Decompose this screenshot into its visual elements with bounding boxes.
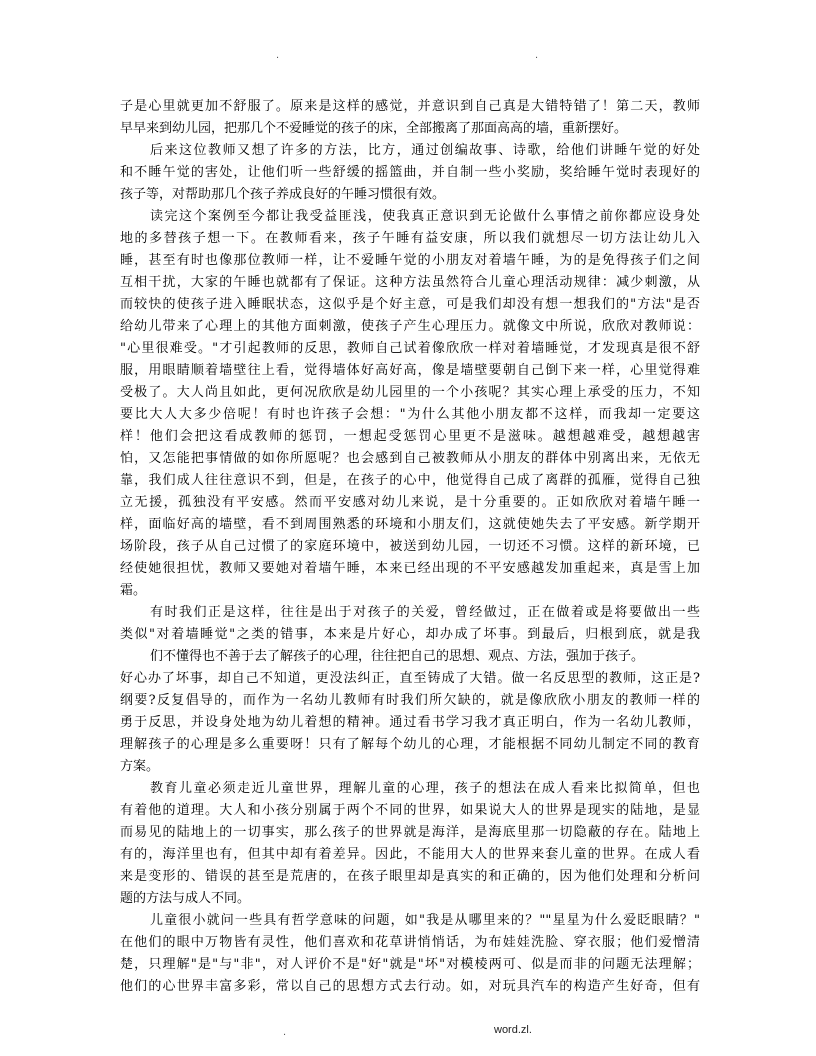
text-line: 样！他们会把这看成教师的惩罚，一想起受惩罚心里更不是滋味。越想越难受，越想越害 <box>120 429 700 444</box>
text-line: 纲要?反复倡导的，而作为一名幼儿教师有时我们所欠缺的，就是像欣欣小朋友的教师一样的 <box>120 693 700 708</box>
text-line: 互相干扰，大家的午睡也就都有了保证。这种方法虽然符合儿童心理活动规律：减少刺激，从 <box>120 275 700 290</box>
text-line: 类似"对着墙睡觉"之类的错事，本来是片好心，却办成了坏事。到最后，归根到底，就是我 <box>120 627 700 642</box>
text-line: 地的多替孩子想一下。在教师看来，孩子午睡有益安康，所以我们就想尽一切方法让幼儿入 <box>120 231 700 246</box>
text-line: 受极了。大人尚且如此，更何况欣欣是幼儿园里的一个小孩呢？其实心理上承受的压力，不知 <box>120 385 700 400</box>
text-line: 而易见的陆地上的一切事实，那么孩子的世界就是海洋，是海底里那一切隐蔽的存在。陆地上 <box>120 825 700 840</box>
text-line: 给幼儿带来了心理上的其他方面刺激，使孩子产生心理压力。就像文中所说，欣欣对教师说： <box>120 319 700 334</box>
text-line: 立无援，孤独没有平安感。然而平安感对幼儿来说，是十分重要的。正如欣欣对着墙午睡一 <box>120 495 700 510</box>
text-line: 儿童很小就问一些具有哲学意味的问题，如"我是从哪里来的？""星星为什么爱眨眼睛？" <box>150 913 700 928</box>
text-line: 们不懂得也不善于去了解孩子的心理，往往把自己的思想、观点、方法，强加于孩子。 <box>150 649 645 664</box>
text-line: 和不睡午觉的害处，让他们听一些舒缓的摇篮曲，并自制一些小奖励，奖给睡午觉时表现好的 <box>120 165 700 180</box>
text-line: 有着他的道理。大人和小孩分别属于两个不同的世界，如果说大人的世界是现实的陆地，是显 <box>120 803 700 818</box>
document-body <box>120 96 700 998</box>
text-line: 早早来到幼儿园，把那几个不爱睡觉的孩子的床，全部搬离了那面高高的墙，重新摆好。 <box>120 121 628 136</box>
text-line: 有的，海洋里也有，但其中却有着差异。因此，不能用大人的世界来套儿童的世界。在成人看 <box>120 847 700 862</box>
text-line: 怕，又怎能把事情做的如你所愿呢？也会感到自己被教师从小朋友的群体中别离出来，无依无 <box>120 451 700 466</box>
text-line: 经使她很担忧，教师又要她对着墙午睡，本来已经出现的不平安感越发加重起来，真是雪上加 <box>120 561 700 576</box>
text-line: 方案。 <box>120 759 160 774</box>
text-line: 理解孩子的心理是多么重要呀！只有了解每个幼儿的心理，才能根据不同幼儿制定不同的教育 <box>120 737 700 752</box>
text-line: 读完这个案例至今都让我受益匪浅，使我真正意识到无论做什么事情之前你都应设身处 <box>150 209 700 224</box>
text-line: 有时我们正是这样，往往是出于对孩子的关爱，曾经做过，正在做着或是将要做出一些 <box>150 605 700 620</box>
text-line: 来是变形的、错误的甚至是荒唐的，在孩子眼里却是真实的和正确的，因为他们处理和分析问 <box>120 869 700 884</box>
text-line: 要比大人大多少倍呢！有时也许孩子会想："为什么其他小朋友都不这样，而我却一定要这 <box>120 407 700 422</box>
text-line: 服，用眼睛顺着墙壁往上看，觉得墙体好高好高，像是墙壁要朝自己倒下来一样，心里觉得难 <box>120 363 700 378</box>
text-line: 场阶段，孩子从自己过惯了的家庭环境中，被送到幼儿园，一切还不习惯。这样的新环境，已 <box>120 539 700 554</box>
text-line: 后来这位教师又想了许多的方法，比方，通过创编故事、诗歌，给他们讲睡午觉的好处 <box>150 143 700 158</box>
text-line: 他们的心世界丰富多彩，常以自己的思想方式去行动。如，对玩具汽车的构造产生好奇，但有 <box>120 979 700 994</box>
text-line: 样，面临好高的墙壁，看不到周围熟悉的环境和小朋友们，这就使她失去了平安感。新学期开 <box>120 517 700 532</box>
footer-dot: . <box>283 1026 287 1038</box>
text-line: "心里很难受。"才引起教师的反思，教师自己试着像欣欣一样对着墙睡觉，才发现真是很不舒 <box>120 341 700 356</box>
text-line: 霜。 <box>120 583 147 598</box>
text-line: 勇于反思，并设身处地为幼儿着想的精神。通过看书学习我才真正明白，作为一名幼儿教师， <box>120 715 700 730</box>
header-dot-right: . <box>535 49 539 61</box>
text-line: 在他们的眼中万物皆有灵性，他们喜欢和花草讲悄悄话，为布娃娃洗脸、穿衣服；他们爱憎清 <box>120 935 700 950</box>
header-dot-left: . <box>276 49 280 61</box>
text-line: 而较快的使孩子进入睡眠状态，这似乎是个好主意，可是我们却没有想一想我们的"方法"是否 <box>120 297 700 312</box>
text-line: 题的方法与成人不同。 <box>120 891 251 906</box>
footer-text: word.zl. <box>494 1024 532 1036</box>
text-line: 睡，甚至有时也像那位教师一样，让不爱睡午觉的小朋友对着墙午睡，为的是免得孩子们之间 <box>120 253 700 268</box>
text-line: 好心办了坏事，却自己不知道，更没法纠正，直至铸成了大错。做一名反思型的教师，这正是? <box>120 671 700 686</box>
text-line: 靠，我们成人往往意识不到，但是，在孩子的心中，他觉得自己成了离群的孤雁，觉得自己独 <box>120 473 700 488</box>
text-line: 子是心里就更加不舒服了。原来是这样的感觉，并意识到自己真是大错特错了！第二天，教师 <box>120 99 700 114</box>
text-line: 教育儿童必须走近儿童世界，理解儿童的心理，孩子的想法在成人看来比拟简单，但也 <box>150 781 700 796</box>
text-line: 孩子等，对帮助那几个孩子养成良好的午睡习惯很有效。 <box>120 187 446 202</box>
text-line: 楚，只理解"是"与"非"，对人评价不是"好"就是"坏"对模棱两可、似是而非的问题无法理解； <box>120 957 700 972</box>
